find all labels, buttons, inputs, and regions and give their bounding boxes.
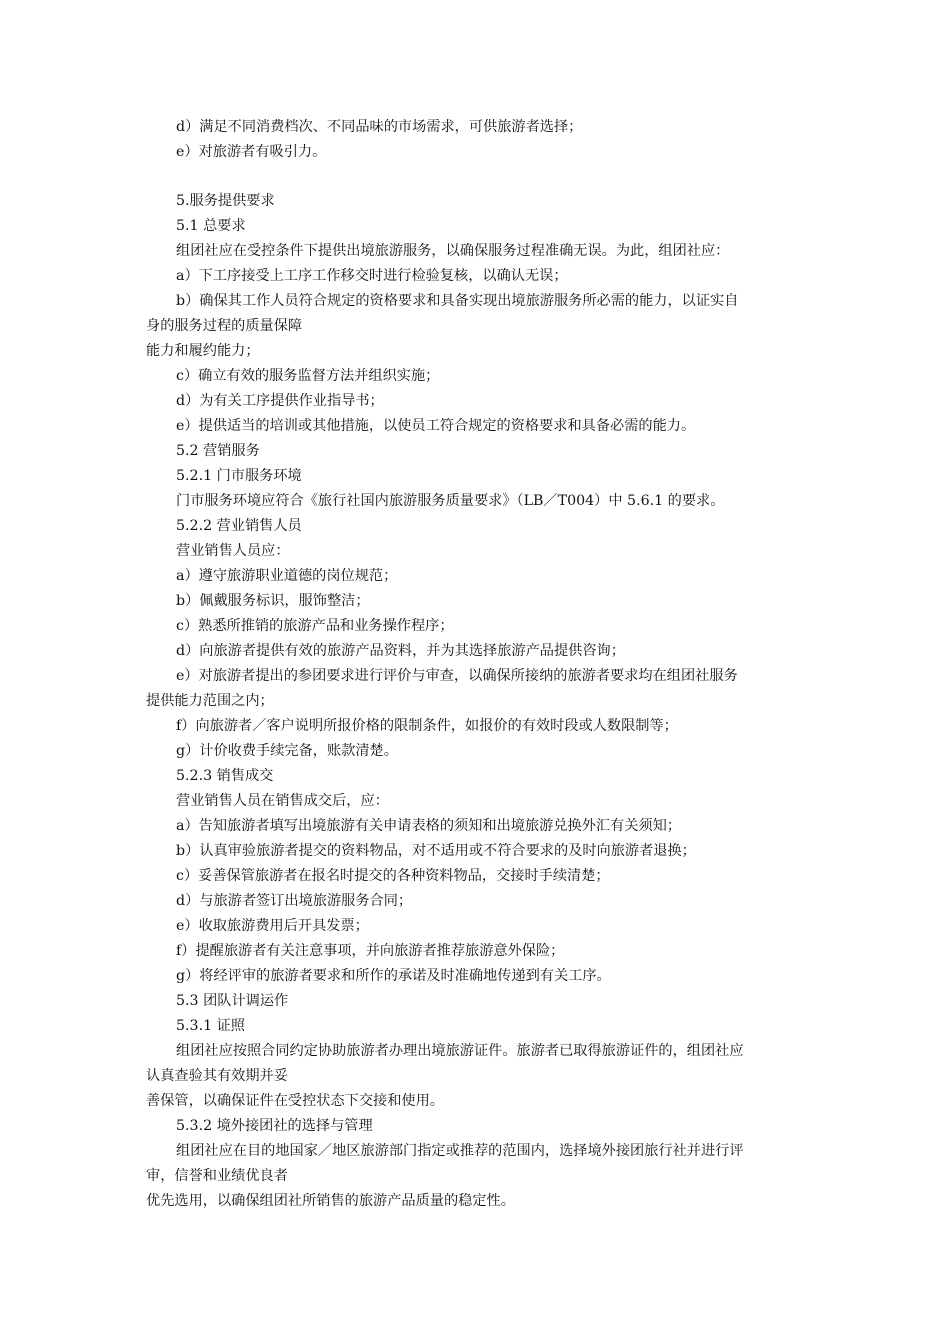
list-item-b: b）确保其工作人员符合规定的资格要求和具备实现出境旅游服务所必需的能力，以证实自: [176, 293, 739, 309]
section-heading-5: 5.服务提供要求: [176, 193, 275, 209]
paragraph-text: 门市服务环境应符合《旅行社国内旅游服务质量要求》（LB／T004）中 5.6.1 的要求。: [176, 493, 725, 509]
section-heading-5-3-2: 5.3.2 境外接团社的选择与管理: [176, 1118, 373, 1134]
section-heading-5-3-1: 5.3.1 证照: [176, 1018, 245, 1034]
section-heading-5-3: 5.3 团队计调运作: [176, 993, 289, 1009]
paragraph-text-continued: 认真查验其有效期并妥: [146, 1068, 288, 1084]
list-item-a: a）遵守旅游职业道德的岗位规范；: [176, 568, 398, 584]
paragraph-text: 组团社应按照合同约定协助旅游者办理出境旅游证件。旅游者已取得旅游证件的，组团社应: [176, 1043, 744, 1059]
list-item-e: e）收取旅游费用后开具发票；: [176, 918, 369, 934]
paragraph-text: 组团社应在受控条件下提供出境旅游服务，以确保服务过程准确无误。为此，组团社应：: [176, 243, 730, 259]
list-item-f: f）向旅游者／客户说明所报价格的限制条件，如报价的有效时段或人数限制等；: [176, 718, 678, 734]
list-item-d: d）与旅游者签订出境旅游服务合同；: [176, 893, 413, 909]
list-item-e-continued: 提供能力范围之内；: [146, 693, 274, 709]
list-item-b: b）佩戴服务标识，服饰整洁；: [176, 593, 370, 609]
section-heading-5-2-3: 5.2.3 销售成交: [176, 768, 274, 784]
list-item-c: c）妥善保管旅游者在报名时提交的各种资料物品，交接时手续清楚；: [176, 868, 610, 884]
section-heading-5-2: 5.2 营销服务: [176, 443, 260, 459]
list-item-e: e）对旅游者有吸引力。: [176, 144, 327, 160]
paragraph-text: 营业销售人员应：: [176, 543, 290, 559]
list-item-b: b）认真审验旅游者提交的资料物品，对不适用或不符合要求的及时向旅游者退换；: [176, 843, 696, 859]
list-item-c: c）确立有效的服务监督方法并组织实施；: [176, 368, 440, 384]
paragraph-text-continued: 审，信誉和业绩优良者: [146, 1168, 288, 1184]
section-heading-5-2-2: 5.2.2 营业销售人员: [176, 518, 302, 534]
list-item-d: d）为有关工序提供作业指导书；: [176, 393, 384, 409]
list-item-a: a）告知旅游者填写出境旅游有关申请表格的须知和出境旅游兑换外汇有关须知；: [176, 818, 682, 834]
section-heading-5-1: 5.1 总要求: [176, 218, 246, 234]
list-item-d: d）满足不同消费档次、不同品味的市场需求，可供旅游者选择；: [176, 119, 583, 135]
section-heading-5-2-1: 5.2.1 门市服务环境: [176, 468, 302, 484]
list-item-g: g）计价收费手续完备，账款清楚。: [176, 743, 398, 759]
list-item-g: g）将经评审的旅游者要求和所作的承诺及时准确地传递到有关工序。: [176, 968, 611, 984]
list-item-f: f）提醒旅游者有关注意事项，并向旅游者推荐旅游意外保险；: [176, 943, 565, 959]
paragraph-gap: [146, 165, 816, 189]
paragraph-text: 营业销售人员在销售成交后，应：: [176, 793, 389, 809]
list-item-d: d）向旅游者提供有效的旅游产品资料，并为其选择旅游产品提供咨询；: [176, 643, 625, 659]
document-body: [146, 115, 816, 1214]
paragraph-text: 组团社应在目的地国家／地区旅游部门指定或推荐的范围内，选择境外接团旅行社并进行评: [176, 1143, 744, 1159]
list-item-b-continued: 能力和履约能力；: [146, 343, 260, 359]
paragraph-text-continued: 善保管，以确保证件在受控状态下交接和使用。: [146, 1093, 444, 1109]
list-item-e: e）对旅游者提出的参团要求进行评价与审查，以确保所接纳的旅游者要求均在组团社服务: [176, 668, 738, 684]
list-item-a: a）下工序接受上工序工作移交时进行检验复核，以确认无误；: [176, 268, 568, 284]
list-item-b-continued: 身的服务过程的质量保障: [146, 318, 303, 334]
list-item-e: e）提供适当的培训或其他措施，以使员工符合规定的资格要求和具备必需的能力。: [176, 418, 696, 434]
paragraph-text-continued: 优先选用，以确保组团社所销售的旅游产品质量的稳定性。: [146, 1193, 515, 1209]
list-item-c: c）熟悉所推销的旅游产品和业务操作程序；: [176, 618, 454, 634]
